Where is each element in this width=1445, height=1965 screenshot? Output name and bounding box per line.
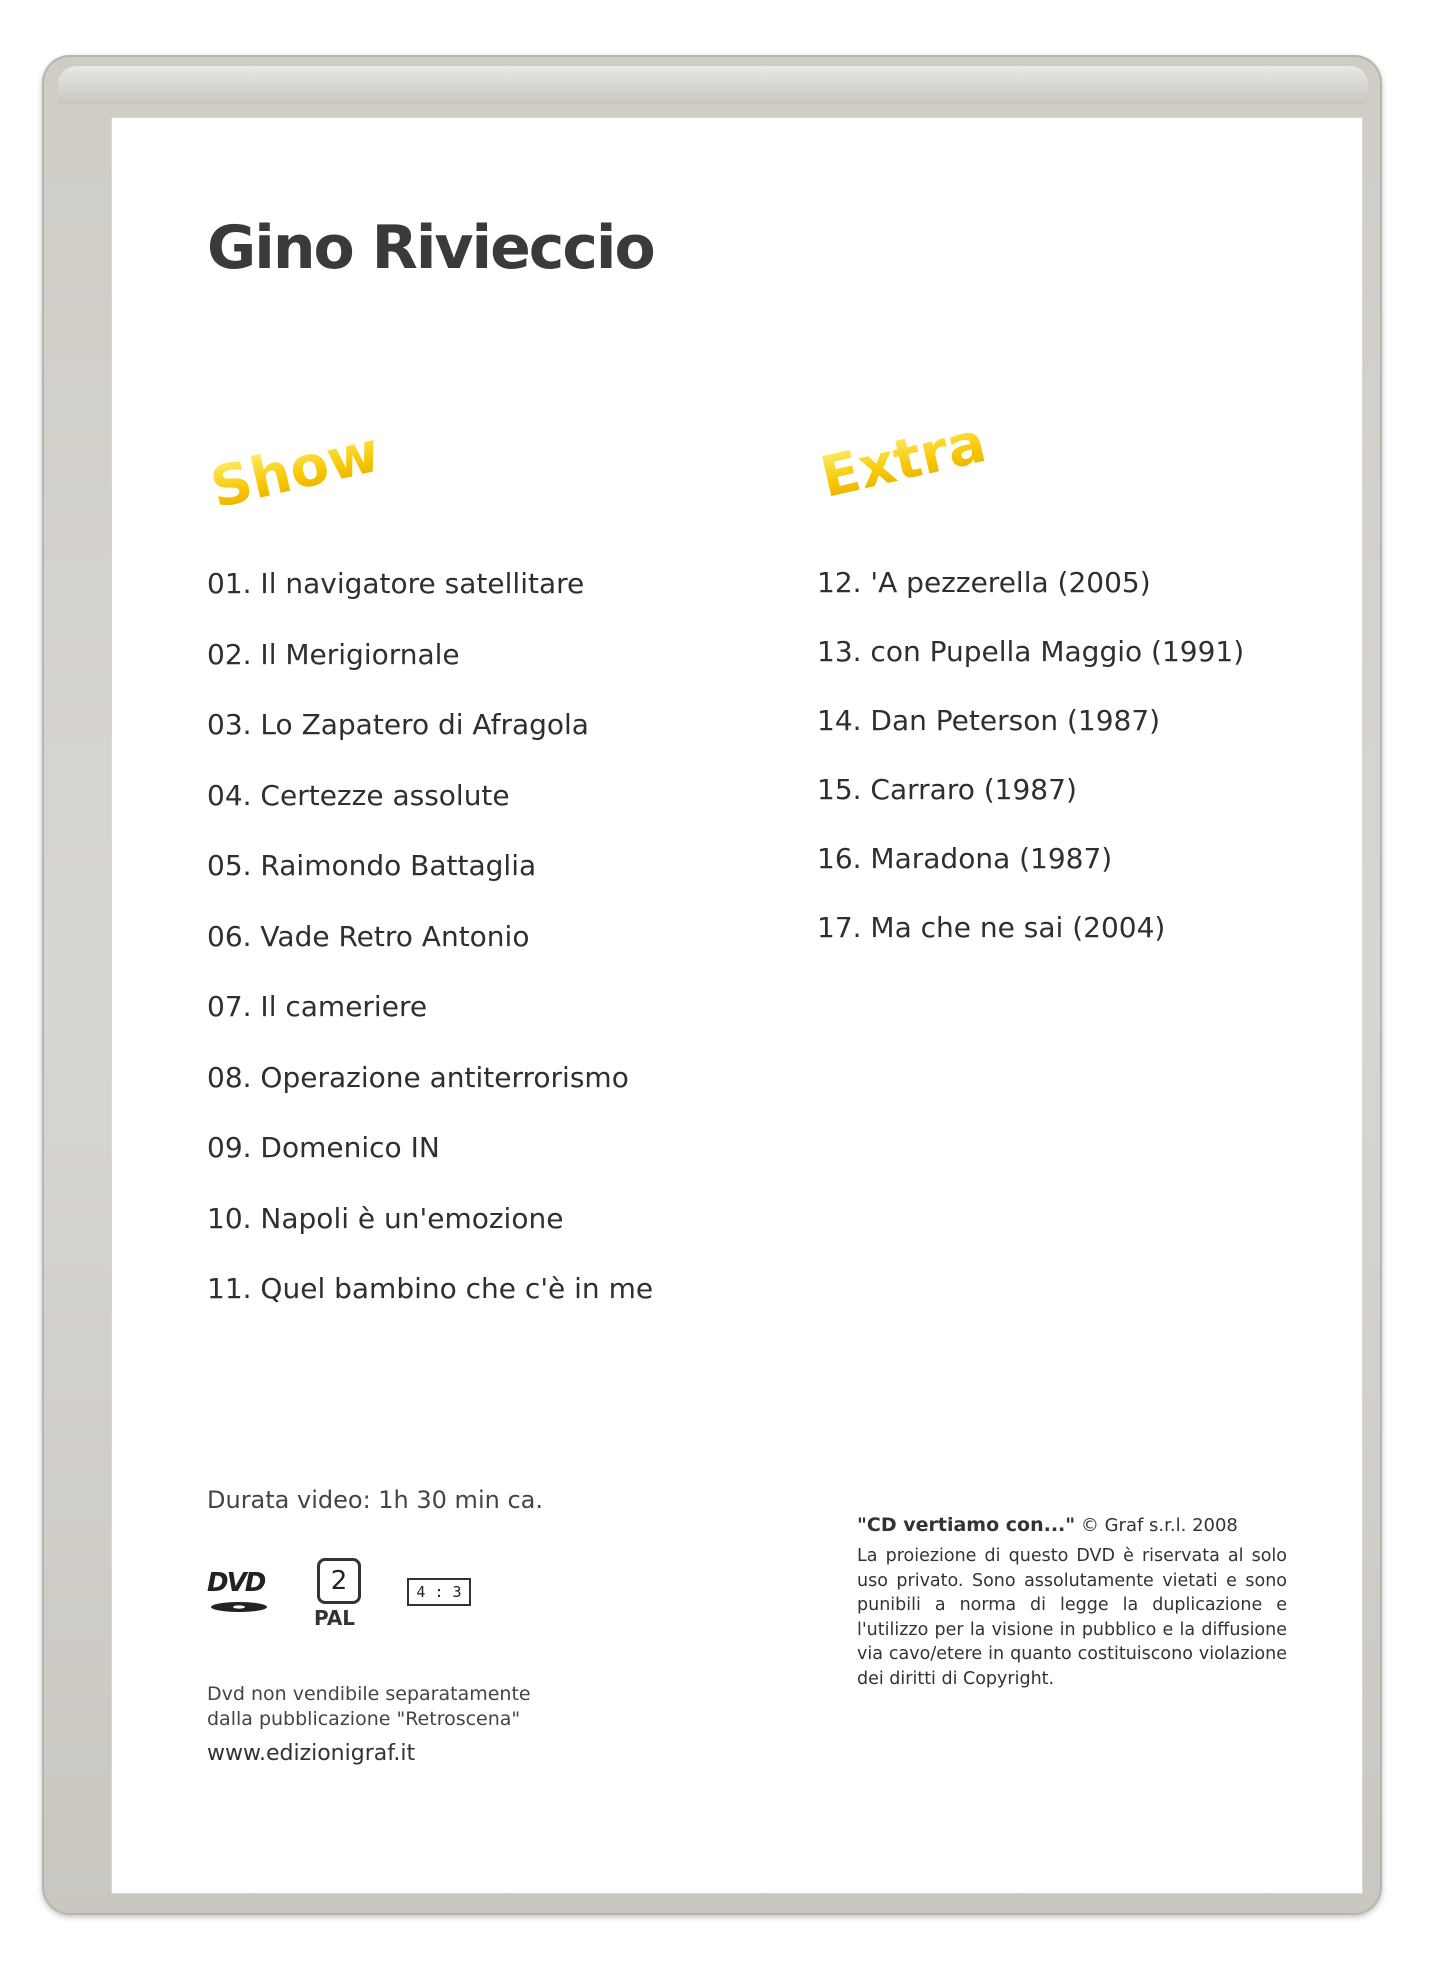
- legal-text: La proiezione di questo DVD è riservata al solo uso privato. Sono assolutamente vietati e sono punibili a norma di legge la duplicazione e l'utilizzo per la visione in pubblico e la diffusione via cavo/etere in quanto costituiscono violazione dei diritti di Copyright.: [857, 1546, 1287, 1689]
- track-item: 05. Raimondo Battaglia: [207, 849, 537, 882]
- track-item: 07. Il cameriere: [207, 990, 428, 1023]
- extra-heading: Extra: [814, 410, 992, 511]
- copyright-line: [857, 1514, 1287, 1536]
- aspect-ratio-badge: 4 : 3: [407, 1578, 471, 1606]
- track-item: 13. con Pupella Maggio (1991): [817, 635, 1245, 668]
- track-item: 04. Certezze assolute: [207, 778, 510, 812]
- track-item: 12. 'A pezzerella (2005): [817, 566, 1151, 599]
- notice-line: dalla pubblicazione "Retroscena": [207, 1708, 521, 1730]
- case-hinge: [58, 66, 1368, 104]
- copyright-holder: © Graf s.r.l. 2008: [1080, 1515, 1238, 1536]
- website-url: www.edizionigraf.it: [207, 1741, 416, 1766]
- track-item: 15. Carraro (1987): [817, 773, 1077, 806]
- dvd-disc-icon: [209, 1600, 269, 1614]
- track-item: 10. Napoli è un'emozione: [207, 1201, 564, 1235]
- track-item: 11. Quel bambino che c'è in me: [207, 1272, 654, 1305]
- format-logos: [207, 1558, 507, 1638]
- track-item: 03. Lo Zapatero di Afragola: [207, 708, 589, 741]
- track-item: 01. Il navigatore satellitare: [207, 567, 585, 600]
- dvd-logo: DVD: [207, 1568, 265, 1598]
- track-item: 16. Maradona (1987): [817, 842, 1113, 875]
- region-code: 2: [317, 1558, 361, 1604]
- notice-line: Dvd non vendibile separatamente: [207, 1683, 531, 1705]
- track-item: 08. Operazione antiterrorismo: [207, 1060, 629, 1094]
- copyright-cd: "CD vertiamo con...": [857, 1514, 1076, 1536]
- pal-label: PAL: [314, 1606, 356, 1630]
- cover-title: Gino Rivieccio: [207, 213, 654, 283]
- track-item: 14. Dan Peterson (1987): [817, 704, 1161, 737]
- cover-insert: [112, 118, 1362, 1893]
- track-item: 17. Ma che ne sai (2004): [817, 911, 1166, 944]
- duration-text: Durata video: 1h 30 min ca.: [207, 1486, 543, 1514]
- sale-notice: [207, 1682, 531, 1732]
- track-item: 02. Il Merigiornale: [207, 637, 460, 671]
- show-heading: Show: [204, 419, 386, 522]
- show-track-list: [207, 564, 653, 1340]
- track-item: 09. Domenico IN: [207, 1131, 440, 1164]
- track-item: 06. Vade Retro Antonio: [207, 919, 530, 953]
- extra-track-list: [817, 563, 1244, 977]
